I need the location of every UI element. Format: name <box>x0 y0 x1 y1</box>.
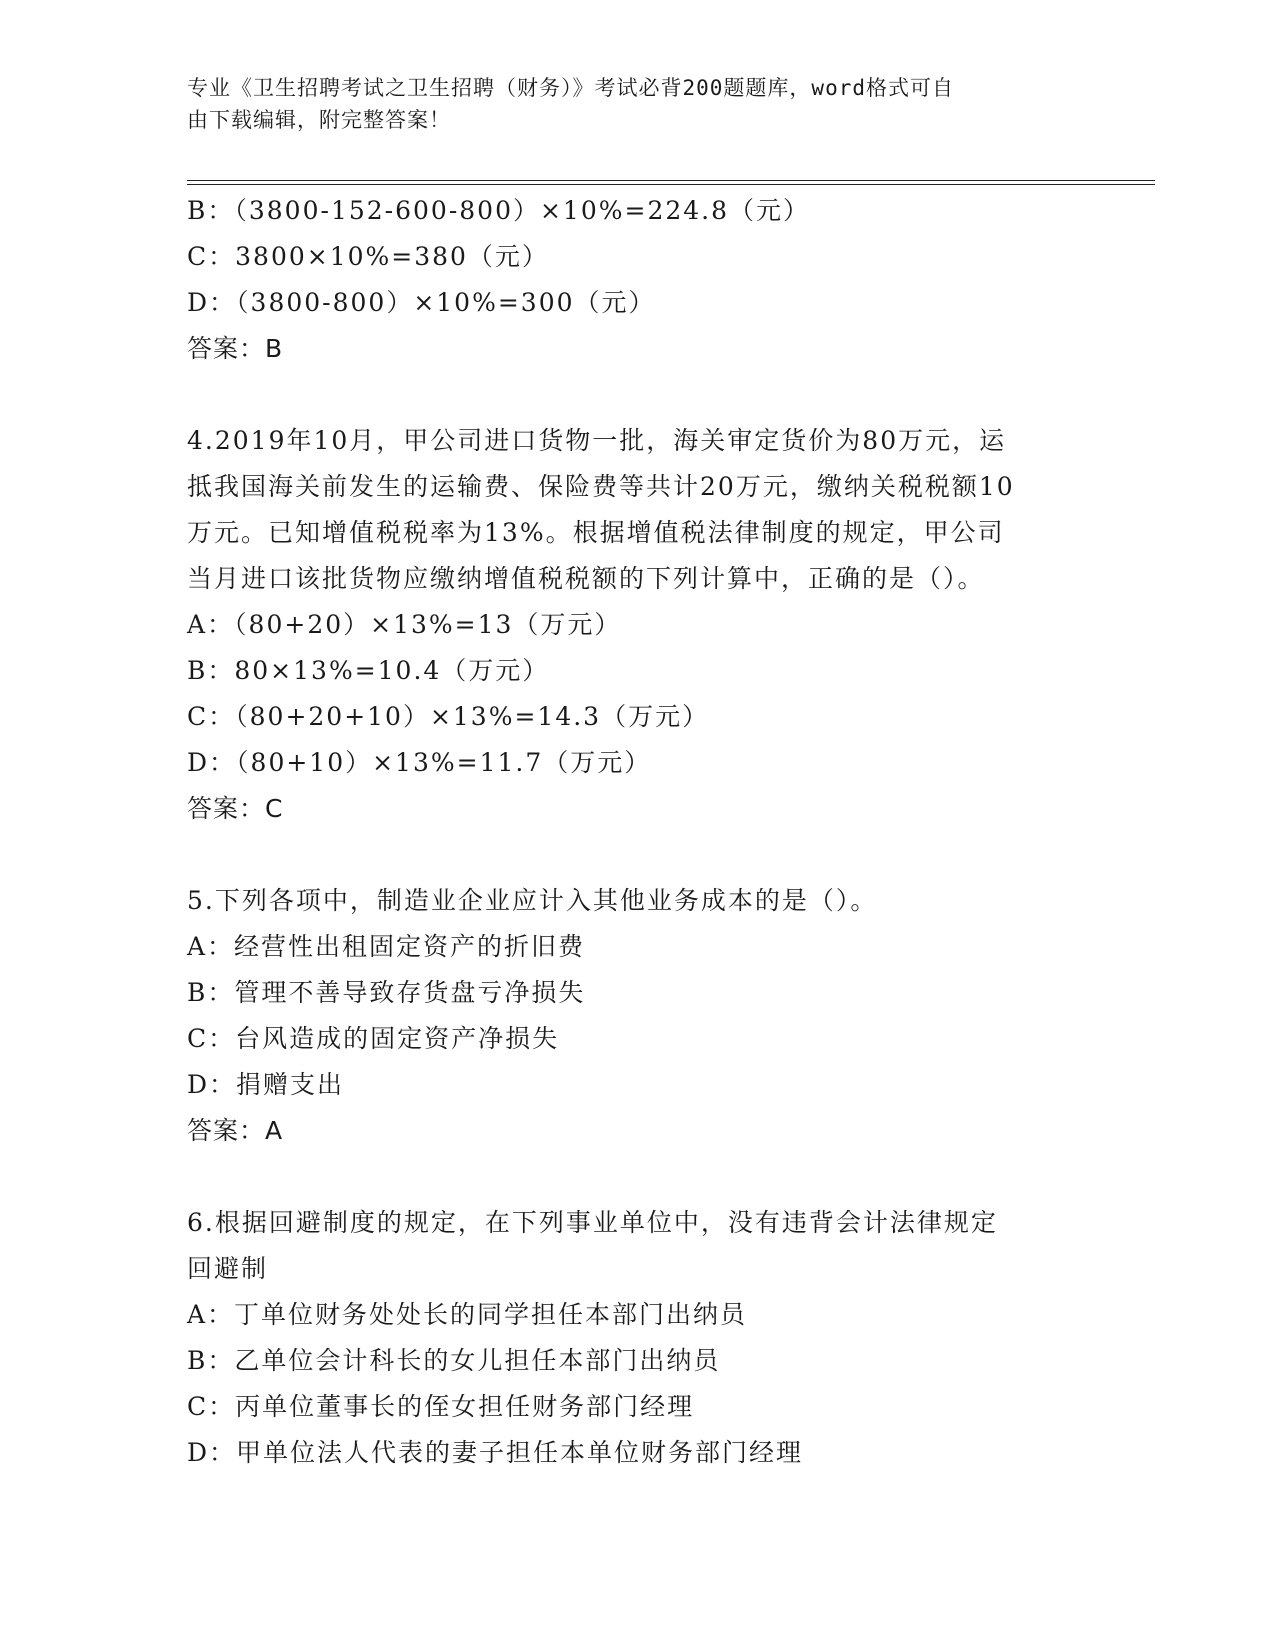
option-a: A：经营性出租固定资产的折旧费 <box>187 932 586 961</box>
question-stem-line: 当月进口该批货物应缴纳增值税税额的下列计算中，正确的是（）。 <box>187 564 985 593</box>
option-b: B：80×13%=10.4（万元） <box>187 656 550 685</box>
spacer <box>187 832 1087 878</box>
document-body <box>187 188 1087 1476</box>
question-4 <box>187 418 1087 832</box>
option-d: D：（80+10）×13%=11.7（万元） <box>187 748 652 777</box>
answer-line: 答案：C <box>187 794 284 823</box>
option-a: A：（80+20）×13%=13（万元） <box>187 610 622 639</box>
option-c: C：台风造成的固定资产净损失 <box>187 1024 560 1053</box>
spacer <box>187 1154 1087 1200</box>
question-5 <box>187 878 1087 1154</box>
header-line-2: 由下载编辑，附完整答案！ <box>187 108 451 132</box>
option-b: B：乙单位会计科长的女儿担任本部门出纳员 <box>187 1346 721 1375</box>
header-divider-bottom <box>187 184 1155 185</box>
option-a: A：丁单位财务处处长的同学担任本部门出纳员 <box>187 1300 748 1329</box>
question-6 <box>187 1200 1087 1476</box>
question-stem-line: 万元。已知增值税税率为13%。根据增值税法律制度的规定，甲公司 <box>187 518 1005 547</box>
question-3-carryover <box>187 188 1087 372</box>
option-c: C：3800×10%=380（元） <box>187 242 549 271</box>
question-stem-line: 回避制 <box>187 1254 269 1283</box>
answer-line: 答案：B <box>187 334 284 363</box>
question-stem-line: 4.2019年10月，甲公司进口货物一批，海关审定货价为80万元，运 <box>187 426 1007 455</box>
document-header <box>187 72 1087 136</box>
spacer <box>187 372 1087 418</box>
option-b: B：管理不善导致存货盘亏净损失 <box>187 978 586 1007</box>
option-d: D：甲单位法人代表的妻子担任本单位财务部门经理 <box>187 1438 804 1467</box>
option-b: B：（3800-152-600-800）×10%=224.8（元） <box>187 196 811 225</box>
option-d: D：（3800-800）×10%=300（元） <box>187 288 656 317</box>
question-stem-line: 5.下列各项中，制造业企业应计入其他业务成本的是（）。 <box>187 886 878 915</box>
header-divider-top <box>187 180 1155 181</box>
answer-line: 答案：A <box>187 1116 284 1145</box>
question-stem-line: 6.根据回避制度的规定，在下列事业单位中，没有违背会计法律规定 <box>187 1208 998 1237</box>
option-c: C：（80+20+10）×13%=14.3（万元） <box>187 702 710 731</box>
option-d: D：捐赠支出 <box>187 1070 345 1099</box>
option-c: C：丙单位董事长的侄女担任财务部门经理 <box>187 1392 695 1421</box>
header-line-1: 专业《卫生招聘考试之卫生招聘（财务）》考试必背200题题库，word格式可自 <box>187 76 954 100</box>
question-stem-line: 抵我国海关前发生的运输费、保险费等共计20万元，缴纳关税税额10 <box>187 472 1015 501</box>
